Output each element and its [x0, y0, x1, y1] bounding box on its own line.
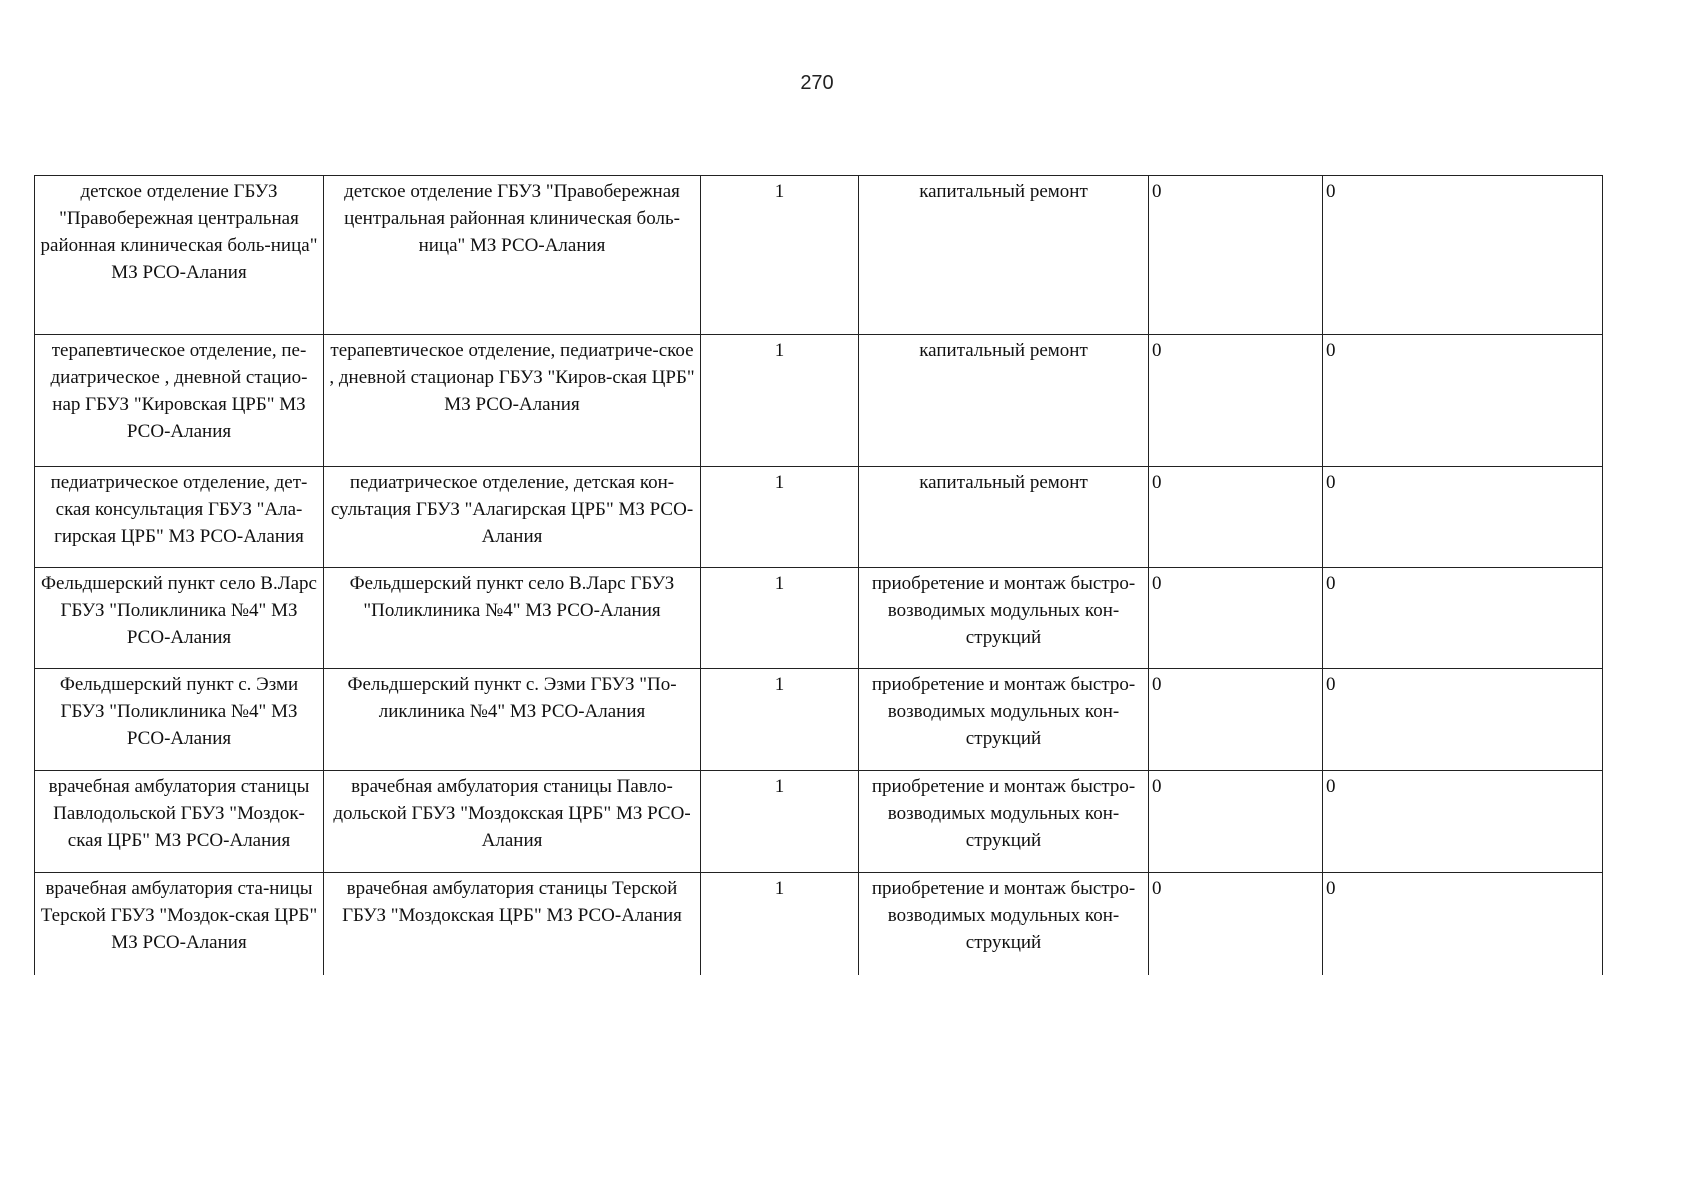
value-1-cell: 0 — [1149, 568, 1323, 669]
quantity-cell: 1 — [701, 771, 859, 873]
value-2-cell: 0 — [1323, 467, 1603, 568]
work-type-cell: приобретение и монтаж быстро-возводимых модульных кон-струкций — [859, 568, 1149, 669]
object-cell: детское отделение ГБУЗ "Правобережная центральная районная клиническая боль-ница" МЗ РСО-Алания — [35, 176, 324, 335]
table-row — [35, 873, 1603, 975]
object-cell: терапевтическое отделение, пе-диатрическое , дневной стацио-нар ГБУЗ "Кировская ЦРБ" МЗ РСО-Алания — [35, 335, 324, 467]
work-type-cell: капитальный ремонт — [859, 467, 1149, 568]
facilities-table — [34, 175, 1603, 975]
work-type-cell: капитальный ремонт — [859, 335, 1149, 467]
quantity-cell: 1 — [701, 176, 859, 335]
object-full-cell: врачебная амбулатория станицы Терской ГБУЗ "Моздокская ЦРБ" МЗ РСО-Алания — [324, 873, 701, 975]
value-2-cell: 0 — [1323, 568, 1603, 669]
table-row — [35, 176, 1603, 335]
object-cell: врачебная амбулатория станицы Павлодольской ГБУЗ "Моздок-ская ЦРБ" МЗ РСО-Алания — [35, 771, 324, 873]
object-full-cell: терапевтическое отделение, педиатриче-ское , дневной стационар ГБУЗ "Киров-ская ЦРБ" МЗ РСО-Алания — [324, 335, 701, 467]
object-full-cell: педиатрическое отделение, детская кон-сультация ГБУЗ "Алагирская ЦРБ" МЗ РСО-Алания — [324, 467, 701, 568]
value-1-cell: 0 — [1149, 176, 1323, 335]
table-row — [35, 669, 1603, 771]
object-cell: педиатрическое отделение, дет-ская консультация ГБУЗ "Ала-гирская ЦРБ" МЗ РСО-Алания — [35, 467, 324, 568]
quantity-cell: 1 — [701, 669, 859, 771]
quantity-cell: 1 — [701, 873, 859, 975]
quantity-cell: 1 — [701, 467, 859, 568]
value-2-cell: 0 — [1323, 335, 1603, 467]
work-type-cell: капитальный ремонт — [859, 176, 1149, 335]
table-row — [35, 467, 1603, 568]
value-2-cell: 0 — [1323, 771, 1603, 873]
object-cell: Фельдшерский пункт село В.Ларс ГБУЗ "Поликлиника №4" МЗ РСО-Алания — [35, 568, 324, 669]
work-type-cell: приобретение и монтаж быстро-возводимых модульных кон-струкций — [859, 771, 1149, 873]
value-1-cell: 0 — [1149, 335, 1323, 467]
work-type-cell: приобретение и монтаж быстро-возводимых модульных кон-струкций — [859, 873, 1149, 975]
value-1-cell: 0 — [1149, 771, 1323, 873]
table-row — [35, 771, 1603, 873]
value-2-cell: 0 — [1323, 873, 1603, 975]
object-cell: врачебная амбулатория ста-ницы Терской ГБУЗ "Моздок-ская ЦРБ" МЗ РСО-Алания — [35, 873, 324, 975]
table-row — [35, 335, 1603, 467]
object-cell: Фельдшерский пункт с. Эзми ГБУЗ "Поликлиника №4" МЗ РСО-Алания — [35, 669, 324, 771]
quantity-cell: 1 — [701, 335, 859, 467]
object-full-cell: врачебная амбулатория станицы Павло-дольской ГБУЗ "Моздокская ЦРБ" МЗ РСО-Алания — [324, 771, 701, 873]
object-full-cell: детское отделение ГБУЗ "Правобережная центральная районная клиническая боль-ница" МЗ РСО-Алания — [324, 176, 701, 335]
object-full-cell: Фельдшерский пункт с. Эзми ГБУЗ "По-ликлиника №4" МЗ РСО-Алания — [324, 669, 701, 771]
work-type-cell: приобретение и монтаж быстро-возводимых модульных кон-струкций — [859, 669, 1149, 771]
object-full-cell: Фельдшерский пункт село В.Ларс ГБУЗ "Поликлиника №4" МЗ РСО-Алания — [324, 568, 701, 669]
value-1-cell: 0 — [1149, 467, 1323, 568]
quantity-cell: 1 — [701, 568, 859, 669]
value-1-cell: 0 — [1149, 669, 1323, 771]
value-1-cell: 0 — [1149, 873, 1323, 975]
value-2-cell: 0 — [1323, 669, 1603, 771]
table-row — [35, 568, 1603, 669]
page-number: 270 — [800, 72, 834, 94]
value-2-cell: 0 — [1323, 176, 1603, 335]
